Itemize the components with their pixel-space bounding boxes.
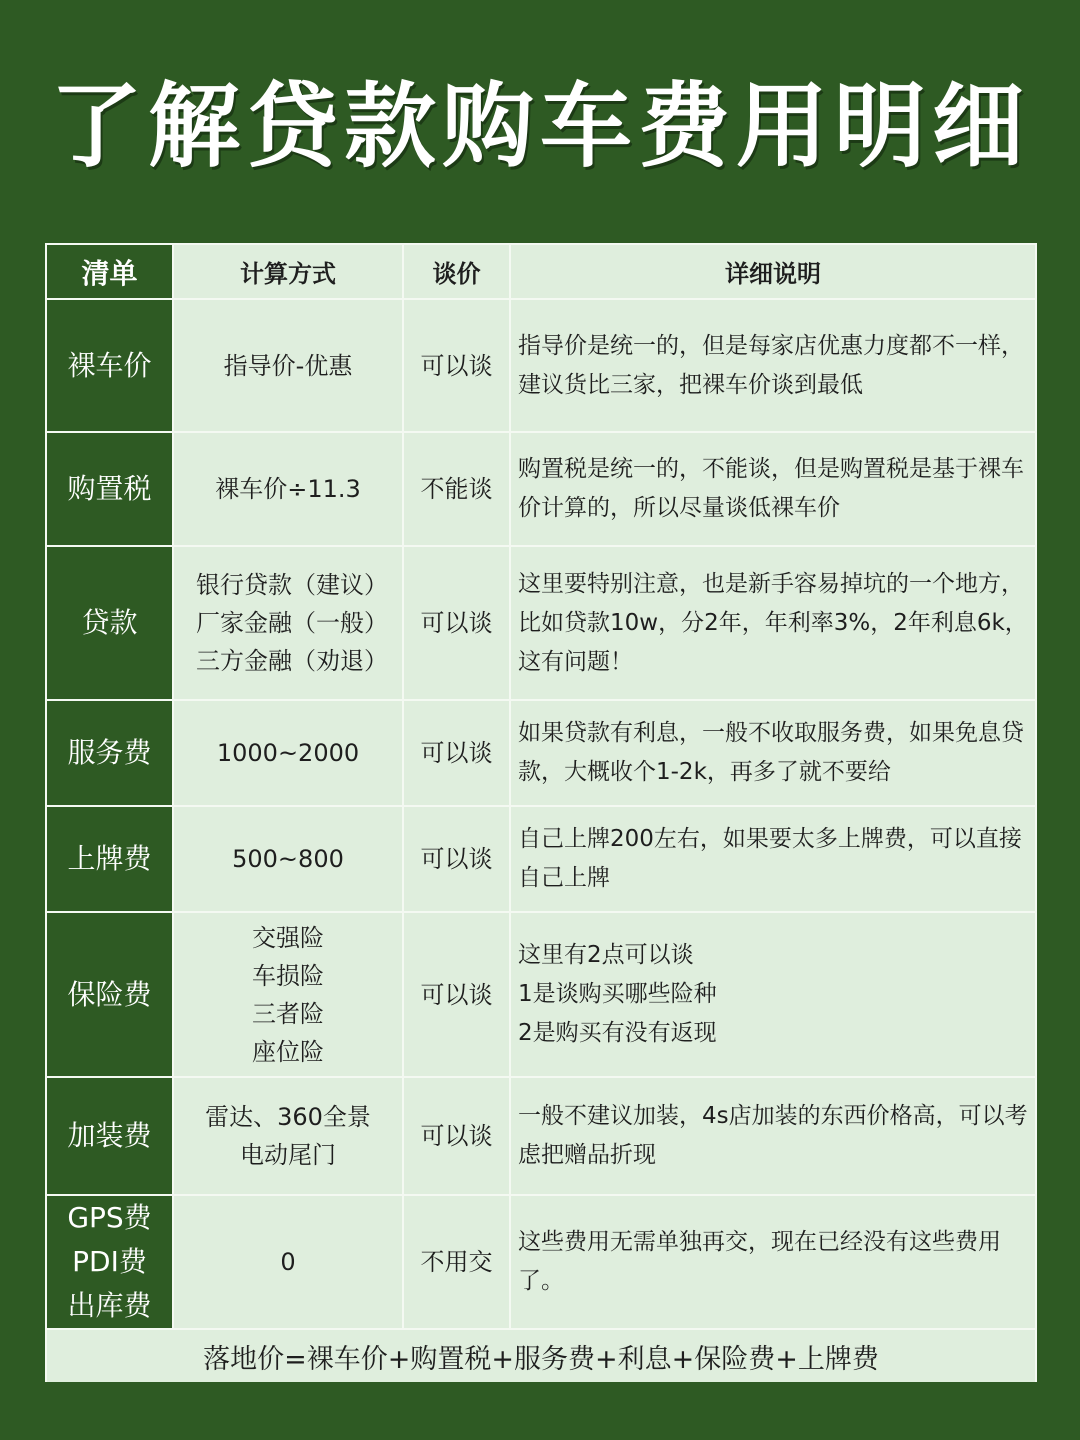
table-row — [46, 806, 1036, 912]
row-negotiable: 可以谈 — [403, 1077, 510, 1195]
header-row — [46, 244, 1036, 299]
calc-line: 座位险 — [252, 1037, 324, 1066]
detail-line: 1是谈购买哪些险种 — [518, 981, 717, 1007]
header-detail: 详细说明 — [510, 244, 1036, 299]
row-negotiable: 可以谈 — [403, 700, 510, 806]
row-detail: 这里要特别注意，也是新手容易掉坑的一个地方，比如贷款10w，分2年，年利率3%，2年利息6k，这有问题！ — [510, 546, 1036, 700]
table-row — [46, 299, 1036, 432]
table-row — [46, 432, 1036, 546]
row-negotiable: 可以谈 — [403, 299, 510, 432]
row-negotiable: 可以谈 — [403, 546, 510, 700]
calc-line: 厂家金融（一般） — [196, 609, 388, 637]
row-label: 保险费 — [46, 912, 173, 1077]
row-label: 服务费 — [46, 700, 173, 806]
label-line: GPS费 — [67, 1201, 152, 1234]
row-detail: 一般不建议加装，4s店加装的东西价格高，可以考虑把赠品折现 — [510, 1077, 1036, 1195]
calc-line: 三者险 — [252, 999, 324, 1028]
table-row — [46, 700, 1036, 806]
calc-line: 电动尾门 — [240, 1141, 336, 1169]
row-detail: 自己上牌200左右，如果要太多上牌费，可以直接自己上牌 — [510, 806, 1036, 912]
footer-row — [46, 1329, 1036, 1382]
calc-line: 银行贷款（建议） — [196, 571, 388, 599]
row-negotiable: 可以谈 — [403, 912, 510, 1077]
calc-line: 1000~2000 — [216, 739, 360, 767]
row-label: 上牌费 — [46, 806, 173, 912]
row-label: 购置税 — [46, 432, 173, 546]
table-row — [46, 912, 1036, 1077]
row-calc — [173, 1077, 403, 1195]
row-detail: 购置税是统一的，不能谈，但是购置税是基于裸车价计算的，所以尽量谈低裸车价 — [510, 432, 1036, 546]
row-detail: 指导价是统一的，但是每家店优惠力度都不一样，建议货比三家，把裸车价谈到最低 — [510, 299, 1036, 432]
row-label — [46, 1195, 173, 1329]
page-title: 了解贷款购车费用明细 — [49, 73, 1030, 180]
row-calc — [173, 546, 403, 700]
header-item: 清单 — [46, 244, 173, 299]
row-calc — [173, 912, 403, 1077]
header-negotiable: 谈价 — [403, 244, 510, 299]
row-detail — [510, 912, 1036, 1077]
calc-line: 车损险 — [252, 961, 324, 990]
row-label: 裸车价 — [46, 299, 173, 432]
detail-line: 2是购买有没有返现 — [518, 1020, 717, 1046]
row-negotiable: 不用交 — [403, 1195, 510, 1329]
label-line: PDI费 — [72, 1245, 147, 1278]
calc-line: 指导价-优惠 — [223, 351, 353, 380]
table-row — [46, 1195, 1036, 1329]
fee-table — [45, 243, 1035, 1382]
footer-formula: 落地价=裸车价+购置税+服务费+利息+保险费+上牌费 — [46, 1329, 1036, 1382]
header-calc: 计算方式 — [173, 244, 403, 299]
row-label: 贷款 — [46, 546, 173, 700]
detail-line: 这里有2点可以谈 — [518, 942, 694, 968]
row-calc — [173, 806, 403, 912]
table-row — [46, 1077, 1036, 1195]
calc-line: 裸车价÷11.3 — [215, 475, 361, 503]
row-detail — [510, 700, 1036, 806]
calc-line: 交强险 — [252, 923, 324, 952]
row-calc — [173, 432, 403, 546]
row-negotiable: 可以谈 — [403, 806, 510, 912]
row-detail: 这些费用无需单独再交，现在已经没有这些费用了。 — [510, 1195, 1036, 1329]
detail-text: 如果贷款有利息，一般不收取服务费，如果免息贷款，大概收个1-2k，再多了就不要给 — [518, 720, 1024, 785]
row-negotiable: 不能谈 — [403, 432, 510, 546]
row-label: 加装费 — [46, 1077, 173, 1195]
row-calc — [173, 700, 403, 806]
calc-line: 雷达、360全景 — [205, 1103, 371, 1131]
calc-line: 三方金融（劝退） — [196, 647, 388, 675]
calc-line: 500~800 — [232, 845, 344, 873]
row-calc — [173, 1195, 403, 1329]
calc-line: 0 — [280, 1248, 296, 1276]
row-calc — [173, 299, 403, 432]
table-row — [46, 546, 1036, 700]
label-line: 出库费 — [67, 1289, 152, 1322]
